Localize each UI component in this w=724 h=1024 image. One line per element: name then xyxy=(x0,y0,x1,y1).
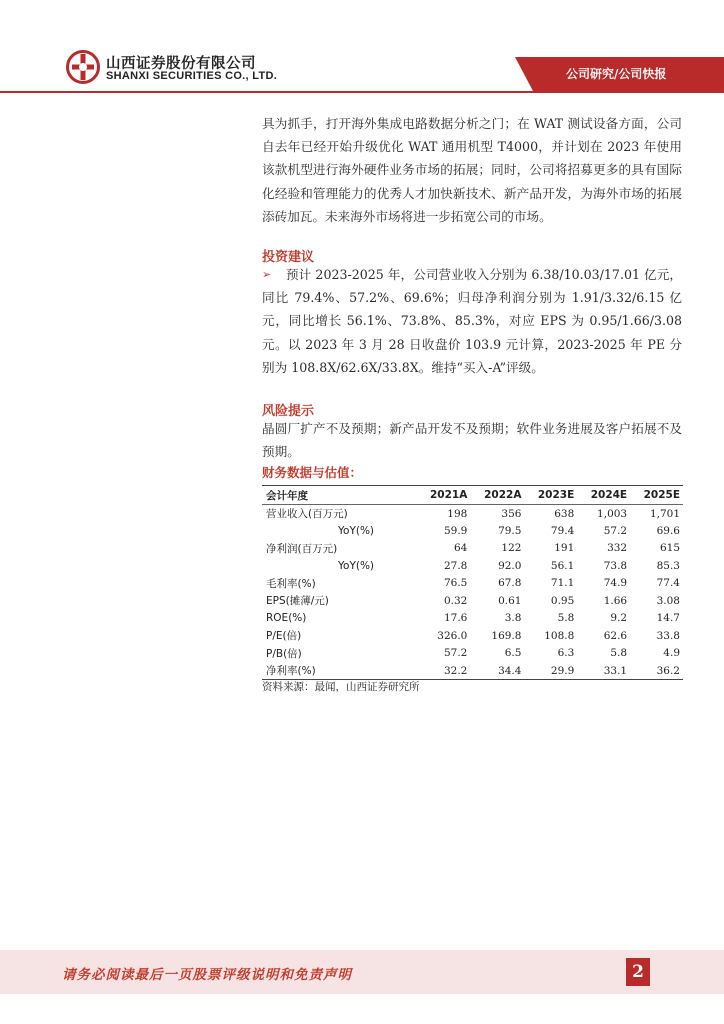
table-cell: 34.4 xyxy=(498,664,522,677)
row-label: 营业收入(百万元) xyxy=(266,508,348,520)
table-cell: 356 xyxy=(501,507,522,520)
table-header-row xyxy=(262,486,683,505)
table-cell: 1.66 xyxy=(603,594,628,607)
table-cell: 74.9 xyxy=(603,577,628,590)
table-cell: 79.4 xyxy=(550,524,575,537)
table-cell: 122 xyxy=(501,542,522,555)
column-header: 2024E xyxy=(590,489,628,501)
financials-table xyxy=(262,485,683,680)
table-cell: 5.8 xyxy=(557,612,575,625)
row-label: ROE(%) xyxy=(266,612,307,625)
page-number: 2 xyxy=(626,958,650,986)
table-cell: 33.8 xyxy=(656,629,680,642)
table-cell: 4.9 xyxy=(663,647,680,660)
table-cell: 17.6 xyxy=(443,612,468,625)
investment-title: 投资建议 xyxy=(262,250,315,265)
row-label: EPS(摊薄/元) xyxy=(266,595,329,608)
footer-disclaimer: 请务必阅读最后一页股票评级说明和免责声明 xyxy=(62,967,352,983)
table-cell: 108.8 xyxy=(544,629,575,642)
row-label: 净利润(百万元) xyxy=(266,542,338,555)
page-header xyxy=(0,0,724,100)
table-cell: 332 xyxy=(607,542,628,555)
table-cell: 92.0 xyxy=(498,559,522,572)
bullet-arrow-icon: ➢ xyxy=(262,268,272,281)
column-header: 2021A xyxy=(429,489,468,501)
table-cell: 198 xyxy=(447,507,468,520)
table-cell: 76.5 xyxy=(443,577,468,590)
table-cell: 56.1 xyxy=(550,559,575,572)
table-source-note: 资料来源：最闻，山西证券研究所 xyxy=(262,681,420,693)
table-cell: 191 xyxy=(554,542,575,555)
table-cell: 36.2 xyxy=(656,664,680,677)
table-cell: 0.61 xyxy=(498,594,522,607)
company-name-cn: 山西证券股份有限公司 xyxy=(106,56,256,72)
table-row xyxy=(262,540,683,558)
row-label: YoY(%) xyxy=(338,559,375,572)
row-label: 毛利率(%) xyxy=(266,577,316,590)
table-cell: 0.32 xyxy=(443,594,468,607)
table-cell: 73.8 xyxy=(603,559,628,572)
table-cell: 77.4 xyxy=(656,577,680,590)
table-cell: 0.95 xyxy=(550,594,575,607)
table-cell: 59.9 xyxy=(443,524,468,537)
intro-paragraph: 具为抓手，打开海外集成电路数据分析之门；在 WAT 测试设备方面，公司自去年已经开始升级优化 WAT 通用机型 T4000，并计划在 2023 年使用该款机型进行海外硬件业务市场的拓展；同时，公司将招募更多的具有国际化经验和管理能力的优秀人才加快新技术、新产品开发，为海外市场的拓展添砖加瓦。未来海外市场将进一步拓宽公司的市场。 xyxy=(262,116,682,224)
table-cell: 9.2 xyxy=(610,612,628,625)
table-cell: 5.8 xyxy=(610,647,628,660)
column-header: 会计年度 xyxy=(266,489,308,502)
table-cell: 3.8 xyxy=(504,612,522,625)
table-cell: 6.5 xyxy=(504,647,522,660)
financials-title: 财务数据与估值： xyxy=(262,465,363,480)
table-cell: 615 xyxy=(659,542,680,555)
risk-paragraph: 晶圆厂扩产不及预期；新产品开发不及预期；软件业务进展及客户拓展不及预期。 xyxy=(262,421,682,460)
table-cell: 62.6 xyxy=(603,629,628,642)
table-cell: 79.5 xyxy=(498,524,522,537)
table-row xyxy=(262,610,683,628)
table-cell: 326.0 xyxy=(437,629,468,642)
table-cell: 33.1 xyxy=(603,664,628,677)
header-divider xyxy=(0,91,724,93)
table-cell: 638 xyxy=(554,507,575,520)
company-name-en: SHANXI SECURITIES CO., LTD. xyxy=(106,70,278,82)
table-row xyxy=(262,645,683,663)
table-row xyxy=(262,592,683,610)
report-type-label: 公司研究/公司快报 xyxy=(566,67,667,81)
table-cell: 64 xyxy=(453,542,468,555)
investment-paragraph: 预计 2023-2025 年，公司营业收入分别为 6.38/10.03/17.01 亿元，同比 79.4%、57.2%、69.6%；归母净利润分别为 1.91/3.32/6.15 亿元，同比增长 56.1%、73.8%、85.3%，对应 EPS 为 0.95/1.66/3.08 元。以 2023 年 3 月 28 日收盘价 103.9 元计算，2023-2025 年 PE 分别为 108.8X/62.6X/33.8X。维持“买入-A”评级。 xyxy=(262,267,682,375)
table-cell: 1,701 xyxy=(649,507,680,520)
column-header: 2025E xyxy=(643,489,680,501)
table-cell: 6.3 xyxy=(557,647,575,660)
column-header: 2022A xyxy=(484,489,522,501)
table-row xyxy=(262,522,683,540)
row-label: 净利率(%) xyxy=(266,665,316,677)
risk-title: 风险提示 xyxy=(262,404,315,419)
column-header: 2023E xyxy=(537,489,575,501)
table-cell: 71.1 xyxy=(550,577,575,590)
table-cell: 69.6 xyxy=(656,524,680,537)
banner-tail xyxy=(515,57,533,91)
table-row xyxy=(262,662,683,680)
table-cell: 1,003 xyxy=(597,507,628,520)
table-cell: 14.7 xyxy=(656,612,680,625)
table-cell: 29.9 xyxy=(550,664,575,677)
table-row xyxy=(262,505,683,523)
row-label: YoY(%) xyxy=(338,524,375,537)
table-row xyxy=(262,557,683,575)
table-cell: 169.8 xyxy=(491,629,522,642)
table-cell: 67.8 xyxy=(498,577,522,590)
company-logo-icon xyxy=(66,50,100,84)
table-cell: 32.2 xyxy=(443,664,468,677)
table-row xyxy=(262,575,683,593)
table-cell: 57.2 xyxy=(443,647,468,660)
table-row xyxy=(262,627,683,645)
row-label: P/B(倍) xyxy=(266,647,302,660)
table-cell: 85.3 xyxy=(656,559,680,572)
table-cell: 57.2 xyxy=(603,524,628,537)
row-label: P/E(倍) xyxy=(266,630,302,643)
table-cell: 27.8 xyxy=(443,559,468,572)
table-cell: 3.08 xyxy=(656,594,680,607)
